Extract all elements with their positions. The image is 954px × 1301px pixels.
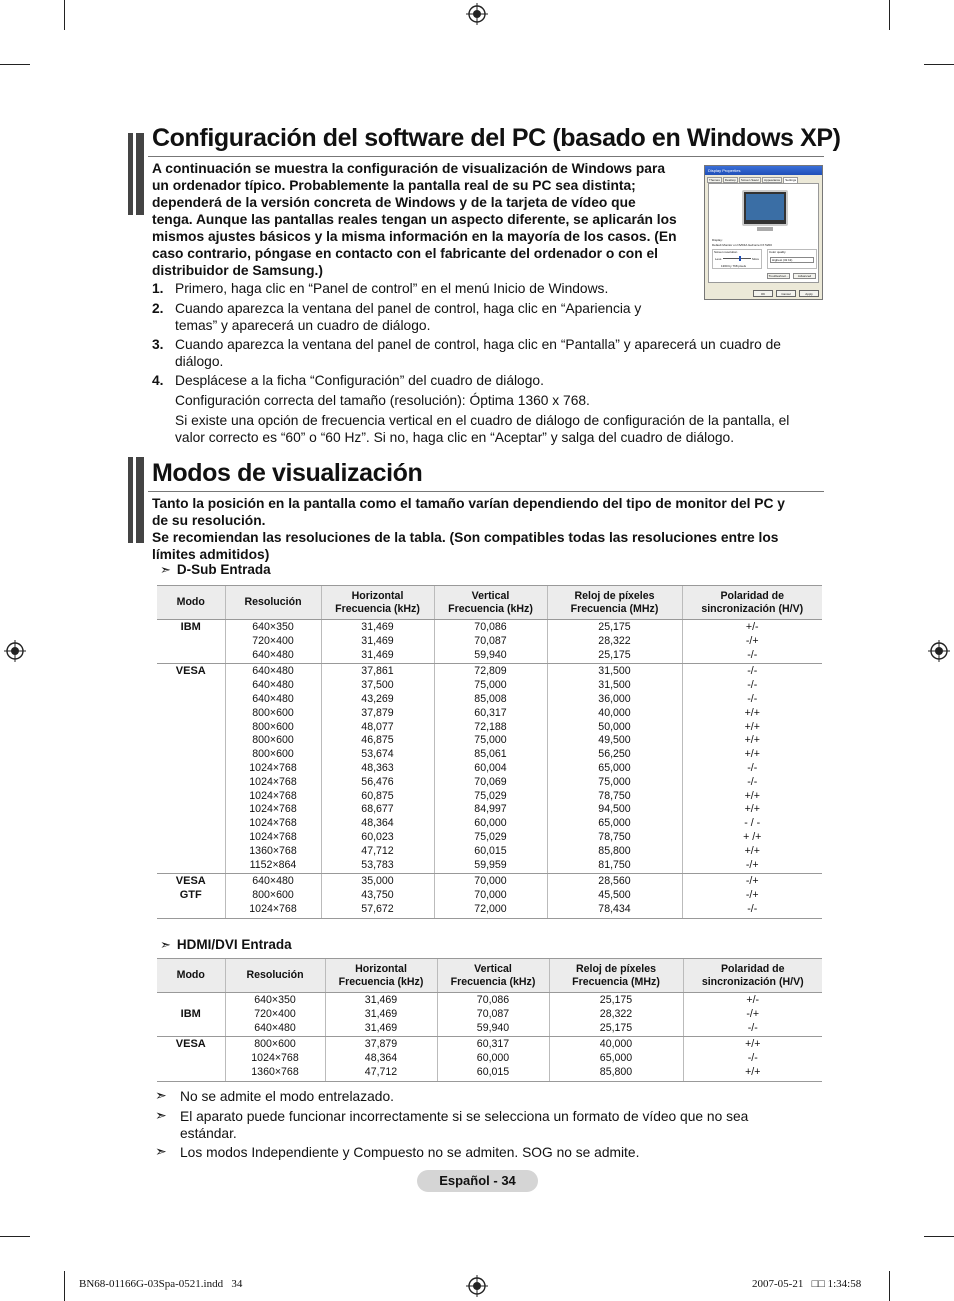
crop-mark — [889, 1271, 890, 1301]
advanced-button[interactable]: Advanced — [793, 273, 816, 279]
sync-polarity-cell — [683, 1037, 822, 1081]
cell-value: 37,879 — [361, 706, 394, 719]
cell-value: 60,015 — [474, 844, 507, 857]
page-number-badge: Español - 34 — [417, 1170, 538, 1192]
cell-value: -/+ — [745, 634, 759, 647]
cell-value: 60,317 — [476, 1038, 510, 1051]
crop-mark — [924, 64, 954, 65]
cell-value: 800×600 — [252, 889, 294, 902]
cell-value: 48,077 — [361, 720, 394, 733]
col-header: Horizontal Frecuencia (kHz) — [325, 959, 437, 993]
step4-frequency-note: Si existe una opción de frecuencia vertical en el cuadro de diálogo de configuración de la pantalla, el valor correcto es “60” o “60 Hz”. Si no, haga clic en “Aceptar” y salga del cuadro de diálogo. — [175, 413, 790, 445]
cell-value: 78,750 — [598, 830, 631, 843]
cell-value: + /+ — [743, 830, 762, 843]
section-bar — [128, 457, 144, 543]
title-rule — [148, 156, 824, 157]
cell-value: 60,875 — [361, 789, 394, 802]
cell-value: -/- — [747, 665, 758, 678]
cell-value: 72,000 — [474, 902, 507, 915]
cell-value: 28,322 — [599, 1007, 633, 1020]
cell-value: 85,008 — [474, 692, 507, 705]
cell-value: 37,861 — [361, 665, 394, 678]
cell-value: 53,674 — [361, 748, 394, 761]
cell-value: 48,364 — [361, 817, 394, 830]
cell-value: 1024×768 — [249, 789, 297, 802]
dsub-heading: ➣ D-Sub Entrada — [160, 562, 271, 577]
cell-value: 640×480 — [252, 665, 294, 678]
cell-value: 53,783 — [361, 858, 394, 871]
cell-value: 70,086 — [476, 994, 510, 1006]
cell-value: 48,364 — [364, 1052, 398, 1065]
cell-value: 800×600 — [252, 720, 294, 733]
cell-value: 75,000 — [474, 734, 507, 747]
cell-value: 60,023 — [361, 830, 394, 843]
cell-value: 25,175 — [599, 1021, 633, 1034]
cell-value: 60,000 — [474, 817, 507, 830]
cell-value: 28,322 — [598, 634, 631, 647]
cell-value: 640×480 — [252, 679, 294, 692]
pixel-clock-cell — [547, 664, 682, 874]
horizontal-freq-cell — [325, 993, 437, 1037]
cell-value: 46,875 — [361, 734, 394, 747]
tab-desktop[interactable]: Desktop — [724, 178, 736, 182]
display-label: Display: — [712, 238, 723, 242]
cell-value: 85,800 — [598, 844, 631, 857]
dialog-apply-button[interactable]: Apply — [799, 290, 819, 297]
pixel-clock-cell — [549, 993, 683, 1037]
cell-value: 56,476 — [361, 775, 394, 788]
cell-value: -/- — [747, 775, 758, 788]
cell-value: 59,959 — [474, 858, 507, 871]
sync-polarity-cell — [682, 664, 822, 874]
cell-value: 75,029 — [474, 789, 507, 802]
cell-value: 60,317 — [474, 706, 507, 719]
resolution-group: Screen resolution Less More 1360 by 768 pixels — [712, 249, 762, 269]
pixel-clock-cell — [549, 1037, 683, 1081]
tab-themes[interactable]: Themes — [709, 178, 720, 182]
registration-mark-icon — [4, 640, 26, 662]
vertical-freq-cell — [434, 620, 547, 664]
registration-mark-icon — [928, 640, 950, 662]
resolution-cell — [225, 993, 325, 1037]
cell-value: 31,469 — [364, 994, 398, 1006]
cell-value: 720×400 — [252, 634, 294, 647]
arrow-icon: ➣ — [155, 1107, 167, 1123]
mode-cell: VESA GTF — [157, 874, 225, 918]
mode-cell: VESA — [157, 664, 225, 874]
cell-value: 31,469 — [361, 634, 394, 647]
cell-value: 85,800 — [599, 1065, 633, 1078]
cell-value: - / - — [744, 817, 761, 830]
monitor-preview-icon — [742, 190, 788, 226]
cell-value: 43,750 — [361, 889, 394, 902]
cell-value: -/- — [747, 692, 758, 705]
cell-value: 640×480 — [252, 648, 294, 661]
slider-thumb[interactable] — [739, 256, 741, 261]
table-row — [157, 1037, 822, 1081]
cell-value: +/- — [745, 621, 759, 633]
cell-value: +/+ — [744, 844, 760, 857]
cell-value: 640×350 — [252, 621, 294, 633]
section2-intro: Tanto la posición en la pantalla como el tamaño varían dependiendo del tipo de monitor del PC y de su resolución. Se recomiendan las resoluciones de la tabla. (Son compatibles todas las resoluciones entre los límites admitidos) — [152, 496, 785, 562]
cell-value: 640×480 — [252, 875, 294, 888]
cell-value: 35,000 — [361, 875, 394, 888]
vertical-freq-cell — [434, 874, 547, 918]
cell-value: 800×600 — [252, 706, 294, 719]
cell-value: 1024×768 — [249, 830, 297, 843]
resolution-cell — [225, 664, 321, 874]
tab-appearance[interactable]: Appearance — [764, 178, 781, 182]
horizontal-freq-cell — [321, 874, 434, 918]
col-header: Reloj de píxeles Frecuencia (MHz) — [549, 959, 683, 993]
cell-value: -/+ — [746, 1007, 760, 1020]
color-quality-select[interactable]: Highest (32 bit) — [770, 257, 814, 263]
cell-value: 50,000 — [598, 720, 631, 733]
step4-resolution-note: Configuración correcta del tamaño (resolución): Óptima 1360 x 768. — [175, 393, 590, 408]
cell-value: 75,000 — [598, 775, 631, 788]
cell-value: +/+ — [744, 720, 760, 733]
footer-date-info: 2007-05-21 □□ 1:34:58 — [752, 1278, 862, 1290]
cell-value: 60,004 — [474, 761, 507, 774]
cell-value: 49,500 — [598, 734, 631, 747]
cell-value: 36,000 — [598, 692, 631, 705]
cell-value: -/+ — [745, 889, 759, 902]
col-header: Vertical Frecuencia (kHz) — [437, 959, 549, 993]
cell-value: 65,000 — [598, 761, 631, 774]
col-header: Reloj de píxeles Frecuencia (MHz) — [547, 586, 682, 620]
cell-value: 800×600 — [252, 748, 294, 761]
mode-cell: IBM — [157, 620, 225, 664]
cell-value: 25,175 — [598, 621, 631, 633]
tab-settings[interactable]: Settings — [785, 178, 797, 182]
cell-value: 31,469 — [361, 648, 394, 661]
cell-value: 45,500 — [598, 889, 631, 902]
hdmi-tbody — [157, 993, 822, 1082]
cell-value: 65,000 — [598, 817, 631, 830]
display-value: Default Monitor on NVIDIA GeForce FX 5200 — [712, 243, 772, 247]
registration-mark-icon — [466, 1275, 488, 1297]
monitor-stand-icon — [757, 227, 773, 231]
col-header: Modo — [157, 959, 225, 993]
title-rule — [148, 491, 824, 492]
section-title: Configuración del software del PC (basado en Windows XP) — [152, 124, 841, 152]
arrow-icon: ➣ — [155, 1143, 167, 1159]
cell-value: 31,500 — [598, 665, 631, 678]
cell-value: 37,879 — [364, 1038, 398, 1051]
col-header: Vertical Frecuencia (kHz) — [434, 586, 547, 620]
cell-value: 37,500 — [361, 679, 394, 692]
cell-value: 800×600 — [254, 1038, 296, 1051]
vertical-freq-cell — [434, 664, 547, 874]
dialog-panel — [708, 183, 819, 283]
hdmi-table — [157, 958, 822, 1082]
crop-mark — [924, 1236, 954, 1237]
cell-value: -/- — [747, 648, 758, 661]
crop-mark — [889, 0, 890, 30]
dialog-ok-button[interactable]: OK — [753, 290, 773, 297]
cell-value: 25,175 — [599, 994, 633, 1006]
cell-value: 75,029 — [474, 830, 507, 843]
display-properties-dialog — [704, 165, 823, 300]
cell-value: 59,940 — [474, 648, 507, 661]
dsub-tbody — [157, 620, 822, 919]
dsub-table — [157, 585, 822, 919]
table-row — [157, 874, 822, 918]
cell-value: 31,500 — [598, 679, 631, 692]
cell-value: 65,000 — [599, 1052, 633, 1065]
sync-polarity-cell — [682, 874, 822, 918]
cell-value: -/+ — [745, 875, 759, 888]
cell-value: +/+ — [745, 1065, 761, 1078]
cell-value: +/+ — [744, 803, 760, 816]
cell-value: -/- — [747, 902, 758, 915]
cell-value: +/+ — [745, 1038, 761, 1051]
dialog-titlebar: Display Properties — [705, 166, 822, 175]
crop-mark — [0, 64, 30, 65]
mode-cell: IBM — [157, 993, 225, 1037]
cell-value: 640×350 — [254, 994, 296, 1006]
cell-value: 1024×768 — [249, 775, 297, 788]
col-header: Modo — [157, 586, 225, 620]
horizontal-freq-cell — [321, 620, 434, 664]
cell-value: 31,469 — [364, 1007, 398, 1020]
cell-value: 1360×768 — [249, 844, 297, 857]
pixel-clock-cell — [547, 620, 682, 664]
cell-value: 1360×768 — [251, 1065, 299, 1078]
arrow-icon: ➣ — [160, 937, 171, 952]
arrow-icon: ➣ — [160, 562, 171, 577]
cell-value: 47,712 — [361, 844, 394, 857]
cell-value: 60,015 — [476, 1065, 510, 1078]
cell-value: 1024×768 — [249, 761, 297, 774]
cell-value: 28,560 — [598, 875, 631, 888]
sync-polarity-cell — [683, 993, 822, 1037]
cell-value: 70,086 — [474, 621, 507, 633]
resolution-cell — [225, 1037, 325, 1081]
col-header: Resolución — [225, 959, 325, 993]
cell-value: 43,269 — [361, 692, 394, 705]
cell-value: 60,000 — [476, 1052, 510, 1065]
cell-value: +/+ — [744, 706, 760, 719]
cell-value: 70,069 — [474, 775, 507, 788]
mode-cell: VESA — [157, 1037, 225, 1081]
cell-value: 57,672 — [361, 902, 394, 915]
cell-value: 48,363 — [361, 761, 394, 774]
col-header: Horizontal Frecuencia (kHz) — [321, 586, 434, 620]
section1-intro: A continuación se muestra la configuración de visualización de Windows para un ordenador típico. Probablemente la pantalla real de su PC sea distinta; dependerá de la versión concreta de Windows y de la tarjeta de vídeo que tenga. Aunque las pantallas reales tengan un aspecto diferente, se aplicarán los mismos ajustes básicos y la misma información en la mayoría de los casos. (En caso contrario, póngase en contacto con el fabricante del ordenador o con el distribuidor de Samsung.) — [152, 161, 677, 278]
vertical-freq-cell — [437, 1037, 549, 1081]
pixel-clock-cell — [547, 874, 682, 918]
col-header: Resolución — [225, 586, 321, 620]
cell-value: 70,087 — [476, 1007, 510, 1020]
section-bar — [128, 133, 144, 215]
resolution-slider[interactable]: Less More — [715, 257, 759, 261]
cell-value: 31,469 — [364, 1021, 398, 1034]
vertical-freq-cell — [437, 993, 549, 1037]
cell-value: -/- — [747, 761, 758, 774]
cell-value: 70,087 — [474, 634, 507, 647]
cell-value: 640×480 — [254, 1021, 296, 1034]
crop-mark — [64, 0, 65, 30]
dialog-cancel-button[interactable]: Cancel — [776, 290, 796, 297]
cell-value: 94,500 — [598, 803, 631, 816]
resolution-cell — [225, 874, 321, 918]
cell-value: 68,677 — [361, 803, 394, 816]
cell-value: 40,000 — [598, 706, 631, 719]
cell-value: 800×600 — [252, 734, 294, 747]
col-header: Polaridad de sincronización (H/V) — [682, 586, 822, 620]
section-title: Modos de visualización — [152, 459, 423, 487]
troubleshoot-button[interactable]: Troubleshoot... — [768, 274, 789, 278]
table-row — [157, 664, 822, 874]
cell-value: -/- — [747, 1052, 758, 1065]
col-header: Polaridad de sincronización (H/V) — [683, 959, 822, 993]
table-row — [157, 993, 822, 1037]
crop-mark — [0, 1236, 30, 1237]
cell-value: 1024×768 — [251, 1052, 299, 1065]
hdmi-heading: ➣ HDMI/DVI Entrada — [160, 937, 292, 952]
cell-value: 720×400 — [254, 1007, 296, 1020]
cell-value: 81,750 — [598, 858, 631, 871]
cell-value: -/+ — [745, 858, 759, 871]
registration-mark-icon — [466, 3, 488, 25]
cell-value: +/- — [746, 994, 760, 1006]
cell-value: 640×480 — [252, 692, 294, 705]
table-row — [157, 620, 822, 664]
cell-value: 78,434 — [598, 902, 631, 915]
cell-value: 84,997 — [474, 803, 507, 816]
cell-value: 1024×768 — [249, 817, 297, 830]
dialog-tabs — [705, 175, 822, 183]
cell-value: 70,000 — [474, 875, 507, 888]
tab-screen-saver[interactable]: Screen Saver — [740, 178, 760, 182]
resolution-cell — [225, 620, 321, 664]
color-quality-group: Color quality Highest (32 bit) — [767, 249, 817, 269]
cell-value: 1024×768 — [249, 803, 297, 816]
footer-file-info: BN68-01166G-03Spa-0521.indd 34 — [79, 1278, 243, 1290]
sync-polarity-cell — [682, 620, 822, 664]
cell-value: +/+ — [744, 748, 760, 761]
arrow-icon: ➣ — [155, 1087, 167, 1103]
horizontal-freq-cell — [325, 1037, 437, 1081]
cell-value: 78,750 — [598, 789, 631, 802]
crop-mark — [64, 1271, 65, 1301]
cell-value: 75,000 — [474, 679, 507, 692]
cell-value: 31,469 — [361, 621, 394, 633]
cell-value: 72,809 — [474, 665, 507, 678]
cell-value: -/- — [747, 1021, 758, 1034]
cell-value: 1024×768 — [249, 902, 297, 915]
cell-value: 85,061 — [474, 748, 507, 761]
cell-value: +/+ — [744, 789, 760, 802]
cell-value: 1152×864 — [249, 858, 297, 871]
cell-value: 56,250 — [598, 748, 631, 761]
cell-value: 70,000 — [474, 889, 507, 902]
cell-value: +/+ — [744, 734, 760, 747]
cell-value: 59,940 — [476, 1021, 510, 1034]
cell-value: 47,712 — [364, 1065, 398, 1078]
cell-value: -/- — [747, 679, 758, 692]
cell-value: 40,000 — [599, 1038, 633, 1051]
horizontal-freq-cell — [321, 664, 434, 874]
cell-value: 72,188 — [474, 720, 507, 733]
cell-value: 25,175 — [598, 648, 631, 661]
